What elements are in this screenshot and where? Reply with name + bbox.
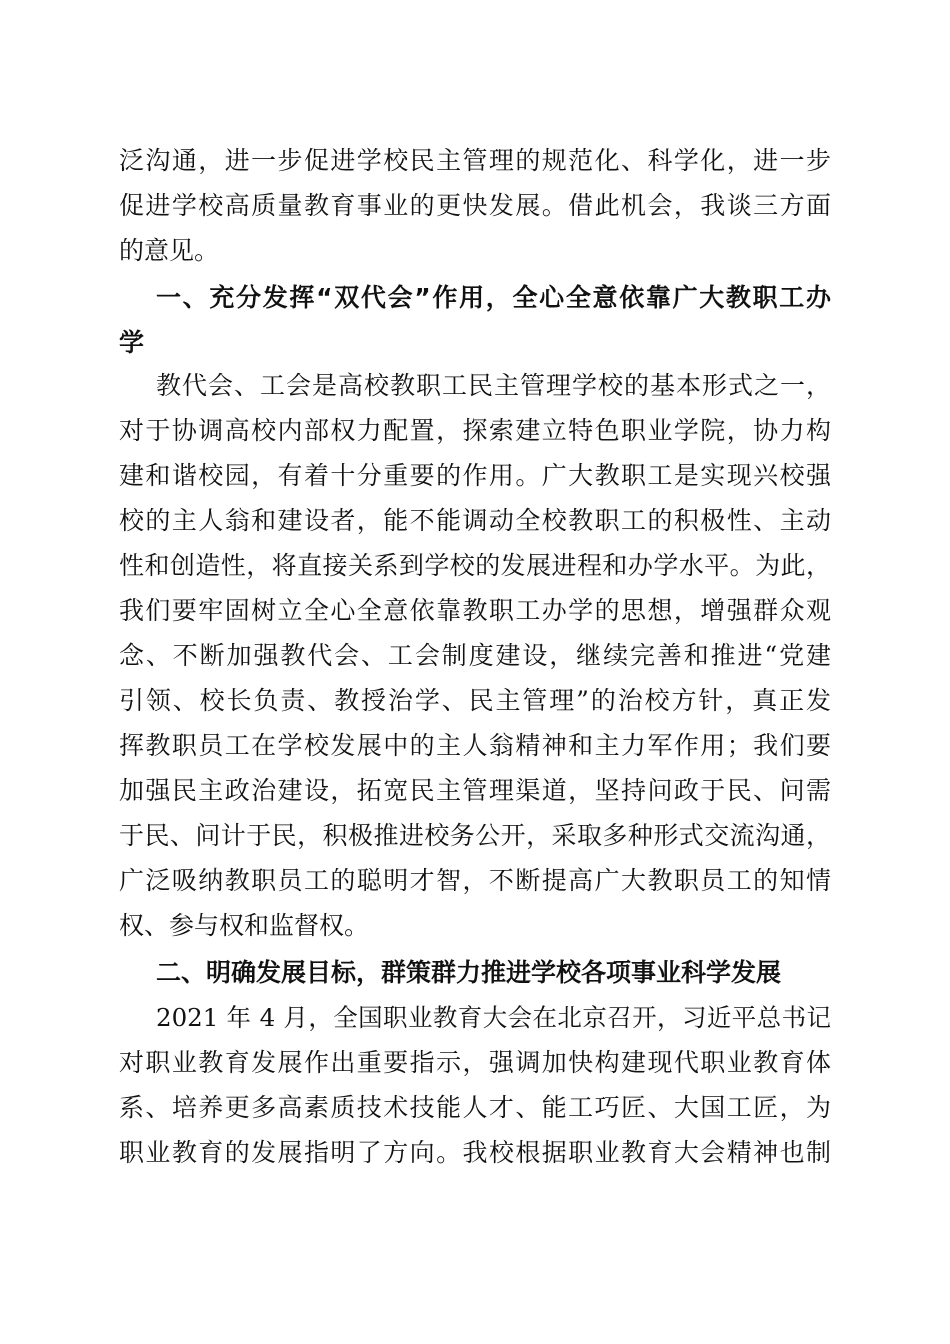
body-text-line: 对于协调高校内部权力配置，探索建立特色职业学院，协力构 [119,416,831,445]
body-text-line: 对职业教育发展作出重要指示，强调加快构建现代职业教育体 [119,1048,831,1077]
body-text-line: 广泛吸纳教职员工的聪明才智，不断提高广大教职员工的知情 [119,866,831,895]
body-text-line: 职业教育的发展指明了方向。我校根据职业教育大会精神也制 [119,1138,831,1167]
body-text-line: 念、不断加强教代会、工会制度建设，继续完善和推进“党建 [119,641,831,670]
section-heading-1-continued: 学 [119,328,145,357]
body-text-line: 建和谐校园，有着十分重要的作用。广大教职工是实现兴校强 [119,461,831,490]
body-text-line: 系、培养更多高素质技术技能人才、能工巧匠、大国工匠，为 [119,1093,831,1122]
body-text-line: 泛沟通，进一步促进学校民主管理的规范化、科学化，进一步 [119,146,831,175]
body-text-line: 校的主人翁和建设者，能不能调动全校教职工的积极性、主动 [119,506,831,535]
body-text-line: 促进学校高质量教育事业的更快发展。借此机会，我谈三方面 [119,191,831,220]
body-text-line: 教代会、工会是高校教职工民主管理学校的基本形式之一， [156,371,831,400]
body-text-line: 挥教职员工在学校发展中的主人翁精神和主力军作用；我们要 [119,731,831,760]
body-text-line: 权、参与权和监督权。 [119,911,370,940]
section-heading-2: 二、明确发展目标，群策群力推进学校各项事业科学发展 [156,958,782,987]
body-text-line: 于民、问计于民，积极推进校务公开，采取多种形式交流沟通， [119,821,831,850]
body-text-line: 我们要牢固树立全心全意依靠教职工办学的思想，增强群众观 [119,596,831,625]
body-text-line: 的意见。 [119,236,220,265]
body-text-line: 引领、校长负责、教授治学、民主管理”的治校方针，真正发 [119,686,831,715]
body-text-line: 2021 年 4 月，全国职业教育大会在北京召开，习近平总书记 [156,1003,831,1032]
body-text-line: 加强民主政治建设，拓宽民主管理渠道，坚持问政于民、问需 [119,776,831,805]
body-text-line: 性和创造性，将直接关系到学校的发展进程和办学水平。为此， [119,551,831,580]
section-heading-1: 一、充分发挥“双代会”作用，全心全意依靠广大教职工办 [156,283,831,312]
